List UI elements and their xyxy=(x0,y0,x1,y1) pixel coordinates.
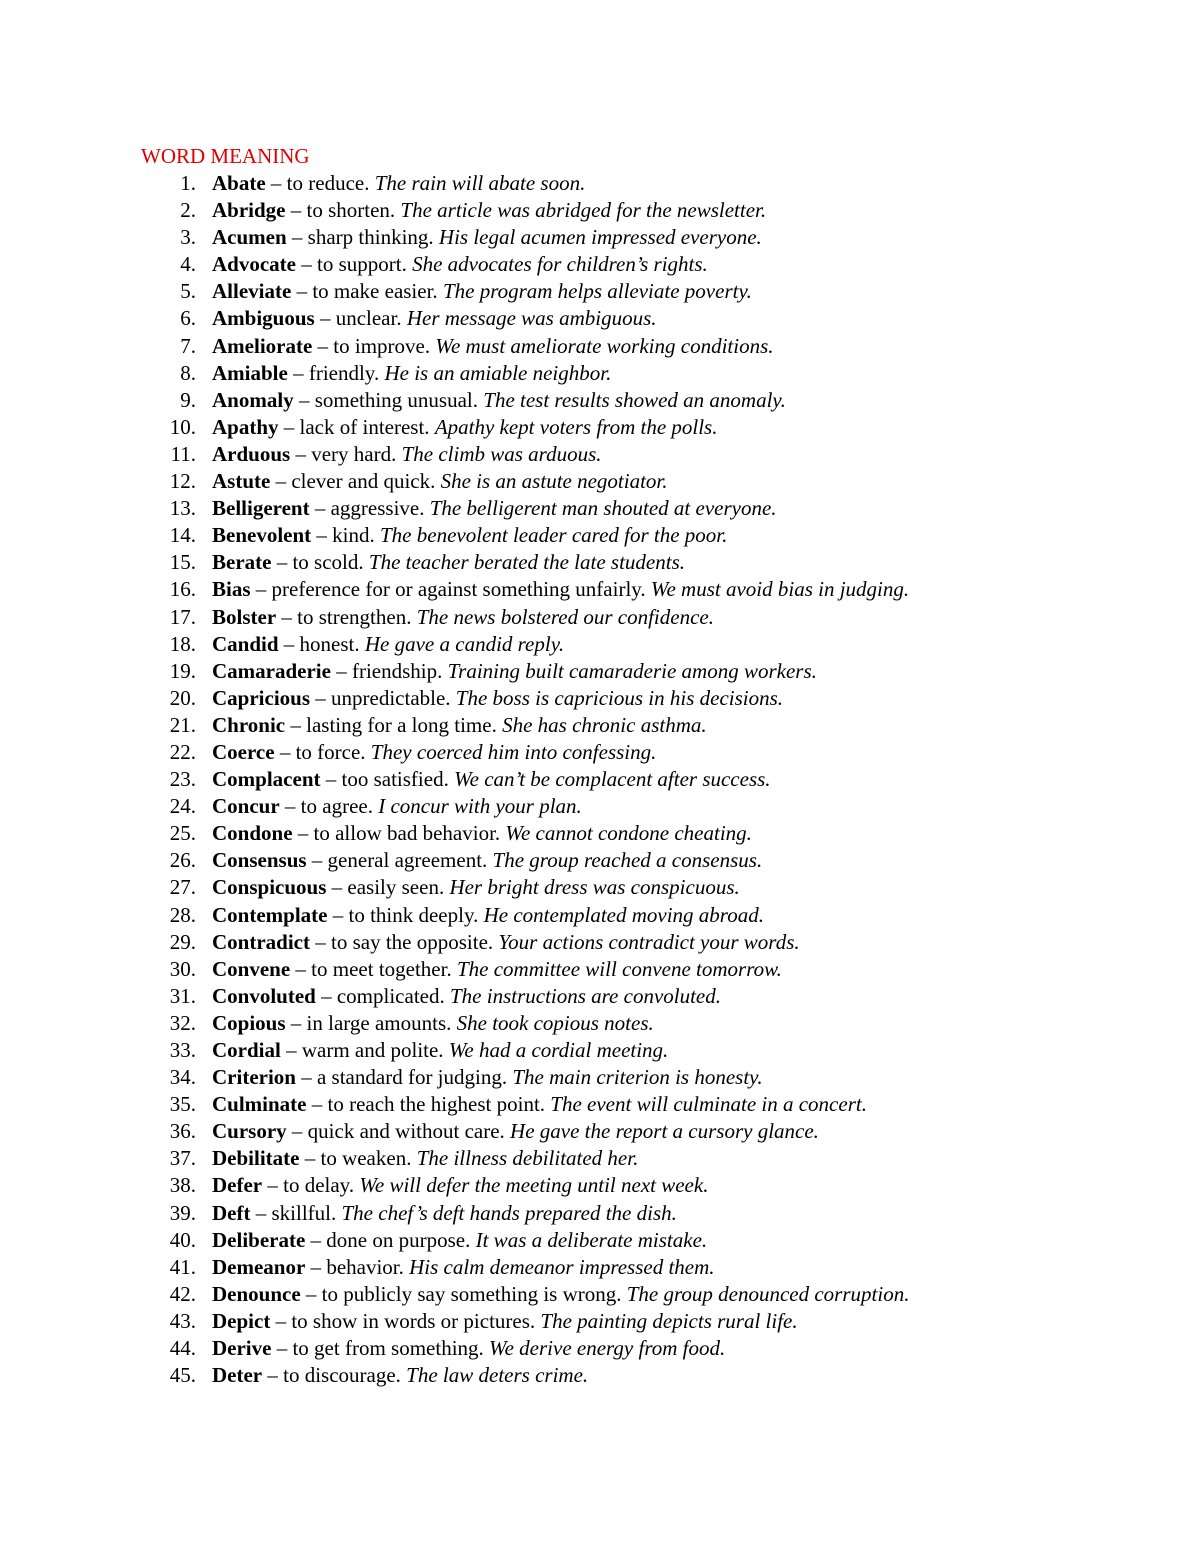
item-number: 1. xyxy=(180,171,196,195)
item-text xyxy=(212,685,783,712)
item-text xyxy=(212,739,656,766)
word-definition: – warm and polite. xyxy=(280,1038,449,1062)
example-sentence: The belligerent man shouted at everyone. xyxy=(429,496,777,521)
vocab-word: Culminate xyxy=(212,1092,307,1117)
item-number: 8. xyxy=(180,360,196,385)
vocab-word: Bias xyxy=(212,577,251,602)
item-number-slot xyxy=(0,820,196,847)
example-sentence: Your actions contradict your words. xyxy=(498,929,800,954)
example-sentence: We had a cordial meeting. xyxy=(448,1038,669,1062)
example-sentence: The article was abridged for the newsletter. xyxy=(400,198,767,223)
word-definition: – friendly. xyxy=(287,360,385,385)
vocab-word: Contradict xyxy=(212,929,310,954)
vocab-word: Arduous xyxy=(212,441,291,466)
word-definition: – done on purpose. xyxy=(305,1227,476,1252)
item-number-slot xyxy=(0,251,196,278)
vocab-word: Complacent xyxy=(212,767,321,792)
word-definition: – to shorten. xyxy=(285,198,401,223)
word-definition: – behavior. xyxy=(305,1254,410,1279)
word-definition: – sharp thinking. xyxy=(286,225,439,250)
item-number-slot xyxy=(0,197,196,224)
example-sentence: She has chronic asthma. xyxy=(502,712,707,737)
item-number-slot xyxy=(0,224,196,251)
example-sentence: The benevolent leader cared for the poor. xyxy=(380,523,728,548)
vocab-word: Camaraderie xyxy=(212,658,331,683)
vocab-word: Depict xyxy=(212,1308,271,1333)
word-definition: – complicated. xyxy=(315,983,450,1008)
item-number-slot xyxy=(0,631,196,658)
example-sentence: We can’t be complacent after success. xyxy=(454,767,771,792)
word-definition: – to delay. xyxy=(262,1173,360,1198)
item-text xyxy=(212,1037,668,1064)
word-definition: – to make easier. xyxy=(291,279,443,304)
item-text xyxy=(212,522,727,549)
vocab-word: Coerce xyxy=(212,739,275,764)
example-sentence: The painting depicts rural life. xyxy=(540,1308,798,1333)
item-number: 16. xyxy=(169,577,196,602)
item-number: 36. xyxy=(169,1119,196,1144)
item-number-slot xyxy=(0,522,196,549)
item-number: 21. xyxy=(169,712,196,737)
item-number: 42. xyxy=(169,1281,196,1306)
vocab-word: Convoluted xyxy=(212,983,316,1008)
vocab-word: Chronic xyxy=(212,712,286,737)
item-text xyxy=(212,956,782,983)
item-text xyxy=(212,712,707,739)
item-text xyxy=(212,441,602,468)
item-text xyxy=(212,1172,708,1199)
vocab-word: Deft xyxy=(212,1200,251,1225)
item-text xyxy=(212,631,564,658)
item-number-slot xyxy=(0,1362,196,1389)
word-definition: – preference for or against something unfairly. xyxy=(250,577,651,602)
word-definition: – to reach the highest point. xyxy=(306,1092,551,1117)
example-sentence: The main criterion is honesty. xyxy=(512,1065,763,1090)
item-text xyxy=(212,549,685,576)
example-sentence: The teacher berated the late students. xyxy=(368,550,685,575)
item-text xyxy=(212,1145,638,1172)
example-sentence: She is an astute negotiator. xyxy=(440,469,668,494)
word-definition: – lack of interest. xyxy=(278,414,435,439)
item-number-slot xyxy=(0,441,196,468)
example-sentence: The event will culminate in a concert. xyxy=(550,1092,867,1117)
word-definition: – clever and quick. xyxy=(270,469,441,494)
item-number-slot xyxy=(0,1281,196,1308)
item-number: 45. xyxy=(169,1363,196,1388)
vocab-word: Conspicuous xyxy=(212,875,327,900)
item-number: 14. xyxy=(169,523,196,548)
word-definition: – something unusual. xyxy=(293,387,484,412)
word-definition: – to weaken. xyxy=(299,1146,417,1171)
example-sentence: The boss is capricious in his decisions. xyxy=(455,685,784,710)
word-definition: – to support. xyxy=(295,252,413,277)
word-definition: – too satisfied. xyxy=(320,767,455,792)
item-number: 25. xyxy=(169,821,196,846)
item-number-slot xyxy=(0,929,196,956)
word-definition: – honest. xyxy=(278,631,365,656)
item-number: 43. xyxy=(169,1308,196,1333)
example-sentence: She took copious notes. xyxy=(456,1010,654,1035)
item-text xyxy=(212,1254,715,1281)
item-number-slot xyxy=(0,468,196,495)
item-text xyxy=(212,1064,763,1091)
item-text xyxy=(212,224,762,251)
item-number-slot xyxy=(0,1064,196,1091)
word-definition: – kind. xyxy=(311,523,380,548)
item-number: 37. xyxy=(169,1146,196,1171)
example-sentence: He contemplated moving abroad. xyxy=(483,902,764,927)
item-text xyxy=(212,874,740,901)
item-number-slot xyxy=(0,658,196,685)
item-number-slot xyxy=(0,983,196,1010)
item-number-slot xyxy=(0,278,196,305)
item-number-slot xyxy=(0,1227,196,1254)
item-number: 17. xyxy=(169,604,196,629)
vocab-word: Deter xyxy=(212,1363,263,1388)
word-definition: – to reduce. xyxy=(265,171,375,195)
vocab-word: Ambiguous xyxy=(212,306,315,331)
word-definition: – unclear. xyxy=(314,306,407,331)
vocab-word: Amiable xyxy=(212,360,288,385)
item-number-slot xyxy=(0,902,196,929)
item-text xyxy=(212,793,582,820)
vocab-word: Anomaly xyxy=(212,387,294,412)
item-number: 39. xyxy=(169,1200,196,1225)
vocab-word: Bolster xyxy=(212,604,277,629)
item-text xyxy=(212,251,708,278)
example-sentence: The illness debilitated her. xyxy=(416,1146,639,1171)
item-number-slot xyxy=(0,604,196,631)
item-text xyxy=(212,414,717,441)
item-number-slot xyxy=(0,333,196,360)
item-text xyxy=(212,333,774,360)
item-number-slot xyxy=(0,1200,196,1227)
item-number-slot xyxy=(0,1091,196,1118)
word-definition: – to show in words or pictures. xyxy=(270,1308,541,1333)
item-number: 9. xyxy=(180,387,196,412)
item-number-slot xyxy=(0,1172,196,1199)
item-number-slot xyxy=(0,1118,196,1145)
example-sentence: We must avoid bias in judging. xyxy=(650,577,910,602)
example-sentence: We cannot condone cheating. xyxy=(505,821,752,846)
item-text xyxy=(212,170,585,197)
vocab-word: Abate xyxy=(212,171,266,195)
item-text xyxy=(212,495,777,522)
vocab-word: Alleviate xyxy=(212,279,292,304)
item-number: 22. xyxy=(169,739,196,764)
word-definition: – skillful. xyxy=(250,1200,342,1225)
word-definition: – to publicly say something is wrong. xyxy=(300,1281,627,1306)
item-number: 40. xyxy=(169,1227,196,1252)
word-definition: – to strengthen. xyxy=(276,604,417,629)
item-text xyxy=(212,387,786,414)
example-sentence: We will defer the meeting until next week. xyxy=(359,1173,709,1198)
item-text xyxy=(212,847,762,874)
example-sentence: The law deters crime. xyxy=(406,1363,589,1388)
item-text xyxy=(212,305,657,332)
vocab-word: Contemplate xyxy=(212,902,328,927)
example-sentence: The program helps alleviate poverty. xyxy=(442,279,752,304)
item-text xyxy=(212,1091,867,1118)
word-definition: – aggressive. xyxy=(309,496,430,521)
example-sentence: The group reached a consensus. xyxy=(492,848,763,873)
item-text xyxy=(212,1362,588,1389)
vocab-word: Condone xyxy=(212,821,293,846)
item-text xyxy=(212,468,668,495)
item-text xyxy=(212,1335,725,1362)
item-number: 11. xyxy=(170,441,196,466)
item-number: 29. xyxy=(169,929,196,954)
vocab-word: Demeanor xyxy=(212,1254,306,1279)
item-number-slot xyxy=(0,1037,196,1064)
vocab-word: Criterion xyxy=(212,1065,296,1090)
item-text xyxy=(212,1118,819,1145)
example-sentence: The committee will convene tomorrow. xyxy=(456,956,782,981)
word-definition: – to improve. xyxy=(312,333,436,358)
item-text xyxy=(212,360,611,387)
vocab-word: Deliberate xyxy=(212,1227,306,1252)
vocab-word: Denounce xyxy=(212,1281,301,1306)
vocab-word: Convene xyxy=(212,956,291,981)
item-number-slot xyxy=(0,874,196,901)
vocab-word: Derive xyxy=(212,1336,272,1361)
example-sentence: Training built camaraderie among workers. xyxy=(447,658,817,683)
vocab-word: Copious xyxy=(212,1010,286,1035)
vocab-word: Cursory xyxy=(212,1119,287,1144)
word-definition: – friendship. xyxy=(330,658,448,683)
item-number-slot xyxy=(0,549,196,576)
item-number-slot xyxy=(0,1308,196,1335)
example-sentence: The rain will abate soon. xyxy=(374,171,586,195)
example-sentence: We must ameliorate working conditions. xyxy=(435,333,774,358)
vocab-word: Astute xyxy=(212,469,271,494)
example-sentence: The news bolstered our confidence. xyxy=(416,604,714,629)
example-sentence: The climb was arduous. xyxy=(401,441,602,466)
item-number: 13. xyxy=(169,496,196,521)
item-number-slot xyxy=(0,170,196,197)
word-definition: – to think deeply. xyxy=(327,902,484,927)
item-number: 31. xyxy=(169,983,196,1008)
item-number: 34. xyxy=(169,1065,196,1090)
vocab-word: Cordial xyxy=(212,1038,281,1062)
vocab-word: Benevolent xyxy=(212,523,312,548)
item-number: 6. xyxy=(180,306,196,331)
item-number: 12. xyxy=(169,469,196,494)
item-number: 19. xyxy=(169,658,196,683)
word-definition: – unpredictable. xyxy=(310,685,456,710)
item-number: 26. xyxy=(169,848,196,873)
item-number: 33. xyxy=(169,1038,196,1062)
item-number-slot xyxy=(0,360,196,387)
vocab-word: Consensus xyxy=(212,848,307,873)
item-text xyxy=(212,820,752,847)
item-number: 5. xyxy=(180,279,196,304)
item-number-slot xyxy=(0,956,196,983)
vocab-word: Apathy xyxy=(212,414,279,439)
vocab-word: Advocate xyxy=(212,252,296,277)
word-definition: – to agree. xyxy=(279,794,379,819)
item-number: 32. xyxy=(169,1010,196,1035)
item-text xyxy=(212,929,800,956)
word-definition: – to get from something. xyxy=(271,1336,490,1361)
example-sentence: His calm demeanor impressed them. xyxy=(409,1254,715,1279)
item-number: 23. xyxy=(169,767,196,792)
example-sentence: He is an amiable neighbor. xyxy=(384,360,612,385)
item-text xyxy=(212,197,766,224)
item-number-slot xyxy=(0,414,196,441)
example-sentence: I concur with your plan. xyxy=(378,794,582,819)
item-number: 27. xyxy=(169,875,196,900)
page-heading: WORD MEANING xyxy=(141,144,310,168)
item-number-slot xyxy=(0,739,196,766)
example-sentence: It was a deliberate mistake. xyxy=(475,1227,708,1252)
vocab-word: Concur xyxy=(212,794,280,819)
word-definition: – to force. xyxy=(274,739,371,764)
example-sentence: His legal acumen impressed everyone. xyxy=(438,225,762,250)
item-number: 15. xyxy=(169,550,196,575)
item-number: 44. xyxy=(169,1336,196,1361)
item-number: 28. xyxy=(169,902,196,927)
example-sentence: The chef’s deft hands prepared the dish. xyxy=(341,1200,677,1225)
vocab-word: Berate xyxy=(212,550,272,575)
example-sentence: We derive energy from food. xyxy=(489,1336,726,1361)
vocab-word: Candid xyxy=(212,631,279,656)
vocab-word: Abridge xyxy=(212,198,286,223)
item-text xyxy=(212,766,771,793)
item-text xyxy=(212,604,714,631)
item-number: 24. xyxy=(169,794,196,819)
item-number: 4. xyxy=(180,252,196,277)
example-sentence: Her bright dress was conspicuous. xyxy=(449,875,740,900)
example-sentence: The test results showed an anomaly. xyxy=(483,387,786,412)
example-sentence: They coerced him into confessing. xyxy=(370,739,657,764)
vocab-word: Acumen xyxy=(212,225,287,250)
example-sentence: She advocates for children’s rights. xyxy=(412,252,708,277)
item-number-slot xyxy=(0,387,196,414)
example-sentence: The group denounced corruption. xyxy=(626,1281,910,1306)
vocab-word: Belligerent xyxy=(212,496,310,521)
item-number-slot xyxy=(0,1145,196,1172)
word-definition: – a standard for judging. xyxy=(295,1065,513,1090)
item-number: 10. xyxy=(169,414,196,439)
item-number: 18. xyxy=(169,631,196,656)
item-number-slot xyxy=(0,793,196,820)
item-number: 38. xyxy=(169,1173,196,1198)
example-sentence: The instructions are convoluted. xyxy=(449,983,722,1008)
item-text xyxy=(212,1200,677,1227)
word-definition: – to say the opposite. xyxy=(310,929,499,954)
example-sentence: He gave a candid reply. xyxy=(364,631,565,656)
item-number-slot xyxy=(0,1254,196,1281)
word-definition: – very hard. xyxy=(290,441,402,466)
item-number: 35. xyxy=(169,1092,196,1117)
item-text xyxy=(212,1281,909,1308)
item-number-slot xyxy=(0,847,196,874)
item-text xyxy=(212,1010,654,1037)
word-definition: – to allow bad behavior. xyxy=(292,821,506,846)
item-number-slot xyxy=(0,1010,196,1037)
item-number-slot xyxy=(0,1335,196,1362)
item-text xyxy=(212,658,817,685)
vocab-word: Capricious xyxy=(212,685,311,710)
word-definition: – general agreement. xyxy=(306,848,493,873)
word-definition: – to meet together. xyxy=(290,956,457,981)
vocab-word: Defer xyxy=(212,1173,263,1198)
word-definition: – quick and without care. xyxy=(286,1119,511,1144)
item-number: 20. xyxy=(169,685,196,710)
word-definition: – to discourage. xyxy=(262,1363,407,1388)
vocab-word: Debilitate xyxy=(212,1146,300,1171)
item-number: 41. xyxy=(169,1254,196,1279)
example-sentence: Her message was ambiguous. xyxy=(406,306,657,331)
item-number-slot xyxy=(0,576,196,603)
item-number: 30. xyxy=(169,956,196,981)
item-number: 2. xyxy=(180,198,196,223)
item-text xyxy=(212,1227,707,1254)
example-sentence: Apathy kept voters from the polls. xyxy=(434,414,718,439)
item-number-slot xyxy=(0,712,196,739)
word-definition: – in large amounts. xyxy=(285,1010,457,1035)
example-sentence: He gave the report a cursory glance. xyxy=(510,1119,819,1144)
item-number: 3. xyxy=(180,225,196,250)
item-number-slot xyxy=(0,305,196,332)
item-text xyxy=(212,278,752,305)
item-number: 7. xyxy=(180,333,196,358)
item-text xyxy=(212,983,721,1010)
item-number-slot xyxy=(0,766,196,793)
word-definition: – to scold. xyxy=(271,550,369,575)
item-text xyxy=(212,902,764,929)
word-definition: – lasting for a long time. xyxy=(285,712,503,737)
item-text xyxy=(212,576,909,603)
vocab-word: Ameliorate xyxy=(212,333,313,358)
word-definition: – easily seen. xyxy=(326,875,450,900)
item-text xyxy=(212,1308,798,1335)
item-number-slot xyxy=(0,685,196,712)
item-number-slot xyxy=(0,495,196,522)
